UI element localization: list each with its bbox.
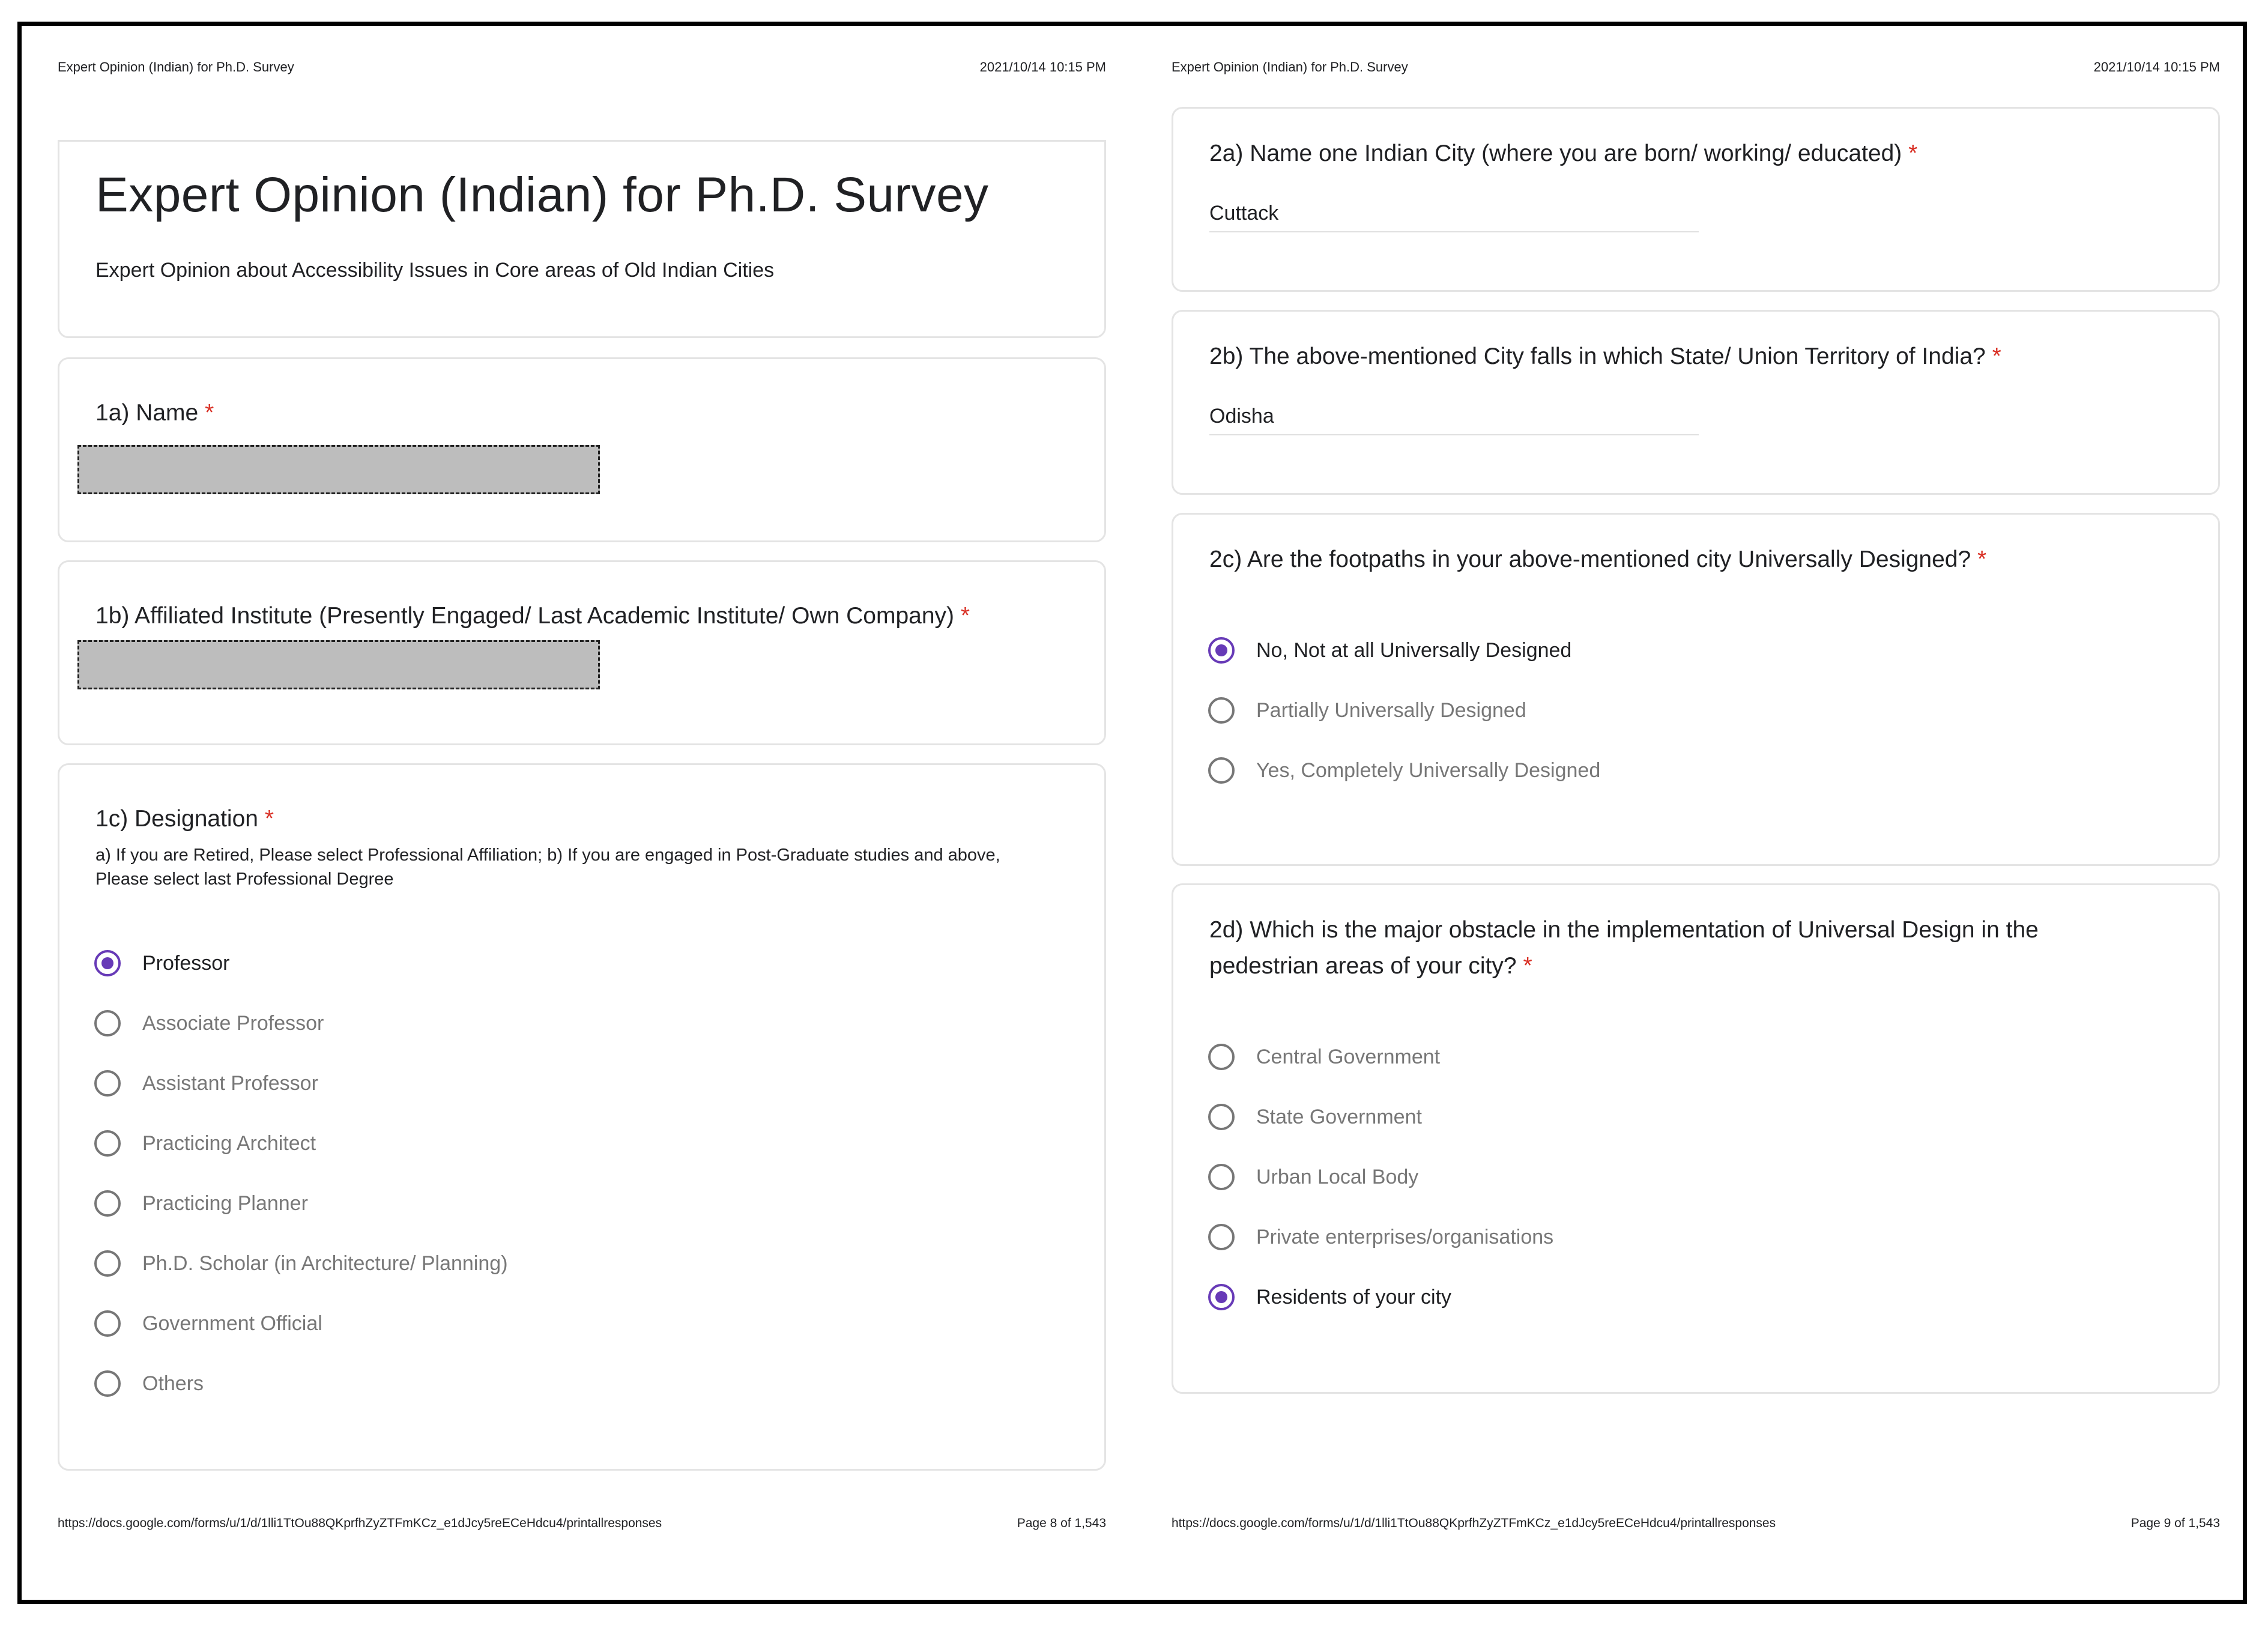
header-date: 2021/10/14 10:15 PM xyxy=(979,59,1106,74)
radio-unchecked-icon[interactable] xyxy=(1208,1164,1235,1190)
option-label: Practicing Architect xyxy=(142,1131,316,1155)
option-label: Partially Universally Designed xyxy=(1256,698,1526,722)
radio-unchecked-icon[interactable] xyxy=(1208,697,1235,724)
radio-unchecked-icon[interactable] xyxy=(1208,1104,1235,1130)
radio-option-practicing-planner[interactable] xyxy=(94,1187,308,1220)
option-label: Practicing Planner xyxy=(142,1191,308,1215)
question-label xyxy=(95,598,970,634)
question-description: a) If you are Retired, Please select Professional Affiliation; b) If you are engaged in Post-Graduate studies and above, Please select last Professional Degree xyxy=(95,846,1000,889)
radio-option-practicing-architect[interactable] xyxy=(94,1127,316,1160)
question-card-2d xyxy=(1172,883,2220,1394)
radio-option-assistant-professor[interactable] xyxy=(94,1067,318,1100)
radio-unchecked-icon[interactable] xyxy=(1208,1044,1235,1070)
question-text: 1c) Designation xyxy=(95,806,258,832)
footer-url: https://docs.google.com/forms/u/1/d/1lli1TtOu88QKprfhZyZTFmKCz_e1dJcy5reECeHdcu4/printallresponses xyxy=(58,1516,662,1530)
radio-unchecked-icon[interactable] xyxy=(94,1070,121,1097)
radio-option-central-government[interactable] xyxy=(1208,1040,1440,1074)
required-asterisk: * xyxy=(264,806,274,832)
radio-option-associate-professor[interactable] xyxy=(94,1006,324,1040)
question-label xyxy=(95,801,274,837)
radio-unchecked-icon[interactable] xyxy=(94,1370,121,1397)
document-frame xyxy=(17,22,2247,1604)
option-label: Private enterprises/organisations xyxy=(1256,1225,1554,1248)
option-label: Central Government xyxy=(1256,1045,1441,1068)
question-card-2b xyxy=(1172,310,2220,495)
option-label: Assistant Professor xyxy=(142,1071,318,1095)
radio-unchecked-icon[interactable] xyxy=(1208,1224,1235,1250)
required-asterisk: * xyxy=(1908,141,1918,166)
redacted-answer xyxy=(77,640,600,689)
option-label: No, Not at all Universally Designed xyxy=(1256,638,1572,662)
footer-page-number: Page 8 of 1,543 xyxy=(1017,1516,1106,1530)
option-label: Others xyxy=(142,1372,204,1395)
radio-option-partially-universally-designed[interactable] xyxy=(1208,694,1526,727)
redacted-answer xyxy=(77,445,600,494)
short-answer-text: Odisha xyxy=(1209,405,1699,435)
radio-unchecked-icon[interactable] xyxy=(94,1250,121,1277)
radio-unchecked-icon[interactable] xyxy=(94,1010,121,1036)
question-text: pedestrian areas of your city? xyxy=(1209,953,1517,979)
question-label xyxy=(1209,136,1917,172)
question-card-2c xyxy=(1172,513,2220,866)
radio-option-phd-scholar[interactable] xyxy=(94,1247,508,1280)
radio-checked-icon[interactable] xyxy=(94,950,121,976)
question-text: 2b) The above-mentioned City falls in which State/ Union Territory of India? xyxy=(1209,343,1986,369)
required-asterisk: * xyxy=(1977,546,1987,572)
form-title-card xyxy=(58,140,1106,338)
radio-checked-icon[interactable] xyxy=(1208,637,1235,664)
page-9 xyxy=(1172,26,2220,1600)
header-date: 2021/10/14 10:15 PM xyxy=(2093,59,2220,74)
radio-option-government-official[interactable] xyxy=(94,1307,322,1340)
option-label: Residents of your city xyxy=(1256,1285,1452,1309)
question-text: 2a) Name one Indian City (where you are born/ working/ educated) xyxy=(1209,141,1902,166)
option-label: Professor xyxy=(142,951,230,975)
radio-unchecked-icon[interactable] xyxy=(94,1310,121,1337)
option-label: Urban Local Body xyxy=(1256,1165,1419,1188)
radio-option-residents-of-your-city[interactable] xyxy=(1208,1280,1451,1314)
question-label xyxy=(1209,339,2001,375)
header-title: Expert Opinion (Indian) for Ph.D. Survey xyxy=(58,59,294,74)
question-card-1b xyxy=(58,560,1106,745)
radio-option-completely-universally-designed[interactable] xyxy=(1208,754,1600,787)
required-asterisk: * xyxy=(205,400,214,426)
radio-option-not-universally-designed[interactable] xyxy=(1208,634,1571,667)
question-label xyxy=(1209,542,1986,578)
question-card-1c xyxy=(58,763,1106,1471)
option-label: Yes, Completely Universally Designed xyxy=(1256,758,1601,782)
radio-checked-icon[interactable] xyxy=(1208,1284,1235,1310)
question-label xyxy=(95,395,214,431)
footer-page-number: Page 9 of 1,543 xyxy=(2130,1516,2220,1530)
page-8 xyxy=(58,26,1106,1600)
required-asterisk: * xyxy=(1992,343,2001,369)
radio-option-private-enterprises[interactable] xyxy=(1208,1220,1553,1254)
radio-option-others[interactable] xyxy=(94,1367,204,1400)
required-asterisk: * xyxy=(1523,953,1532,979)
form-subtitle: Expert Opinion about Accessibility Issues in Core areas of Old Indian Cities xyxy=(95,259,775,282)
question-label xyxy=(1209,912,2039,984)
option-label: Government Official xyxy=(142,1312,322,1335)
radio-unchecked-icon[interactable] xyxy=(94,1190,121,1217)
required-asterisk: * xyxy=(960,603,970,629)
footer-url: https://docs.google.com/forms/u/1/d/1lli1TtOu88QKprfhZyZTFmKCz_e1dJcy5reECeHdcu4/printallresponses xyxy=(1172,1516,1776,1530)
question-text: 2c) Are the footpaths in your above-mentioned city Universally Designed? xyxy=(1209,546,1971,572)
question-card-1a xyxy=(58,357,1106,542)
question-text: 1b) Affiliated Institute (Presently Engaged/ Last Academic Institute/ Own Company) xyxy=(95,603,955,629)
header-title: Expert Opinion (Indian) for Ph.D. Survey xyxy=(1172,59,1408,74)
question-text: 1a) Name xyxy=(95,400,199,426)
radio-unchecked-icon[interactable] xyxy=(1208,757,1235,784)
radio-option-professor[interactable] xyxy=(94,946,230,980)
radio-option-state-government[interactable] xyxy=(1208,1100,1422,1134)
form-title: Expert Opinion (Indian) for Ph.D. Survey xyxy=(95,168,989,222)
question-text-line-2 xyxy=(1209,948,2039,984)
question-text-line-1: 2d) Which is the major obstacle in the implementation of Universal Design in the xyxy=(1209,917,2039,943)
option-label: Ph.D. Scholar (in Architecture/ Planning) xyxy=(142,1251,508,1275)
radio-option-urban-local-body[interactable] xyxy=(1208,1160,1418,1194)
option-label: State Government xyxy=(1256,1105,1422,1128)
short-answer-text: Cuttack xyxy=(1209,202,1699,232)
question-card-2a xyxy=(1172,107,2220,292)
radio-unchecked-icon[interactable] xyxy=(94,1130,121,1157)
option-label: Associate Professor xyxy=(142,1011,324,1035)
